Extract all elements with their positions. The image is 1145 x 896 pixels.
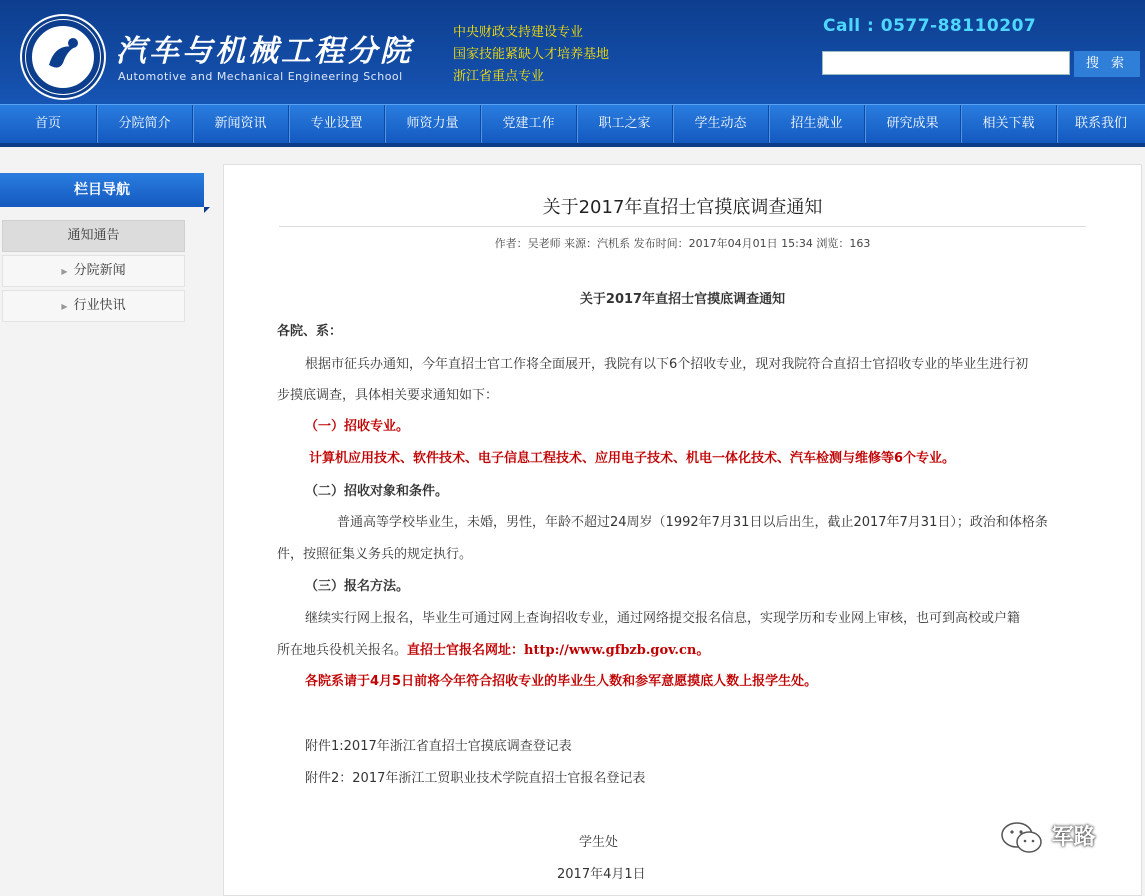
- intro-line-2: 步摸底调查，具体相关要求通知如下：: [277, 388, 499, 403]
- section1-title: （一）招收专业。: [305, 419, 410, 434]
- greeting: 各院、系：: [277, 324, 343, 339]
- slogan-item: 国家技能紧缺人才培养基地: [453, 47, 610, 62]
- sidebar: [0, 147, 210, 889]
- intro-line-1: 根据市征兵办通知，今年直招士官工作将全面展开，我院有以下6个招收专业，现对我院符合直招士官招收专业的毕业生进行初: [305, 357, 1029, 372]
- school-name-cn: 汽车与机械工程分院: [116, 34, 413, 69]
- nav-item-faculty[interactable]: 师资力量: [385, 105, 481, 143]
- nav-item-downloads[interactable]: 相关下载: [961, 105, 1057, 143]
- wechat-watermark: [1000, 820, 1096, 860]
- section2-title: （二）招收对象和条件。: [305, 484, 449, 499]
- registration-url[interactable]: 直招士官报名网址：http://www.gfbzb.gov.cn。: [407, 643, 710, 658]
- attachment-link-2[interactable]: 附件2：2017年浙江工贸职业技术学院直招士官报名登记表: [305, 771, 646, 786]
- nav-item-students[interactable]: 学生动态: [673, 105, 769, 143]
- chevron-right-icon: ▶: [61, 302, 68, 311]
- sidebar-item-label: 通知通告: [67, 228, 120, 243]
- section2-body-2: 件，按照征集义务兵的规定执行。: [277, 547, 473, 562]
- nav-item-research[interactable]: 研究成果: [865, 105, 961, 143]
- sidebar-item-branch-news[interactable]: [2, 255, 185, 287]
- deadline-notice: 各院系请于4月5日前将今年符合招收专业的毕业生人数和参军意愿摸底人数上报学生处。: [305, 674, 818, 689]
- nav-item-contact[interactable]: 联系我们: [1074, 116, 1127, 131]
- sidebar-item-label: 分院新闻: [73, 263, 126, 278]
- slogan-item: 中央财政支持建设专业: [453, 25, 584, 40]
- nav-item-party[interactable]: 党建工作: [481, 105, 577, 143]
- school-logo[interactable]: [22, 16, 104, 98]
- sidebar-item-label: 行业快讯: [73, 298, 126, 313]
- sidebar-item-notices[interactable]: [2, 220, 185, 252]
- main-nav: [0, 104, 1145, 143]
- slogan-list: [453, 22, 609, 88]
- section3-body-1: 继续实行网上报名，毕业生可通过网上查询招收专业，通过网络提交报名信息，实现学历和专业网上审核，也可到高校或户籍: [305, 611, 1021, 626]
- nav-item-majors[interactable]: 专业设置: [289, 105, 385, 143]
- title-divider: [279, 226, 1086, 227]
- article-meta: 作者：吴老师 来源：汽机系 发布时间：2017年04月01日 15:34 浏览：163: [494, 237, 871, 250]
- article-title: 关于2017年直招士官摸底调查通知: [542, 197, 823, 218]
- section3-body-2-text: 所在地兵役机关报名。: [277, 643, 408, 658]
- section1-body: 计算机应用技术、软件技术、电子信息工程技术、应用电子技术、机电一体化技术、汽车检测与维修等6个专业。: [309, 451, 956, 466]
- signature-date: 2017年4月1日: [557, 867, 646, 882]
- nav-item-news[interactable]: 新闻资讯: [193, 105, 289, 143]
- attachment-link-1[interactable]: 附件1:2017年浙江省直招士官摸底调查登记表: [305, 739, 572, 754]
- search-input[interactable]: [822, 51, 1070, 75]
- wechat-icon: [1000, 820, 1044, 856]
- section2-body-1: 普通高等学校毕业生，未婚，男性，年龄不超过24周岁（1992年7月31日以后出生，截止2017年7月31日）；政治和体格条: [337, 515, 1048, 530]
- nav-item-about[interactable]: 分院简介: [97, 105, 193, 143]
- nav-item-admission[interactable]: 招生就业: [769, 105, 865, 143]
- watermark-text: 军路: [1051, 825, 1096, 850]
- signature: 学生处: [579, 835, 619, 850]
- section3-body-2: [277, 639, 709, 658]
- contact-phone: Call : 0577-88110207: [823, 16, 1037, 36]
- section3-title: （三）报名方法。: [305, 579, 410, 594]
- nav-item-staff[interactable]: 职工之家: [577, 105, 673, 143]
- site-header: [0, 0, 1145, 104]
- nav-item-home[interactable]: 首页: [0, 105, 97, 143]
- school-name-en: Automotive and Mechanical Engineering School: [118, 70, 403, 83]
- chevron-right-icon: ▶: [61, 267, 68, 276]
- article-subtitle: 关于2017年直招士官摸底调查通知: [579, 292, 786, 307]
- sidebar-title: 栏目导航: [0, 173, 204, 207]
- sidebar-item-industry-news[interactable]: [2, 290, 185, 322]
- slogan-item: 浙江省重点专业: [453, 69, 545, 84]
- article-panel: [223, 164, 1142, 896]
- search-button[interactable]: 搜 索: [1074, 51, 1140, 77]
